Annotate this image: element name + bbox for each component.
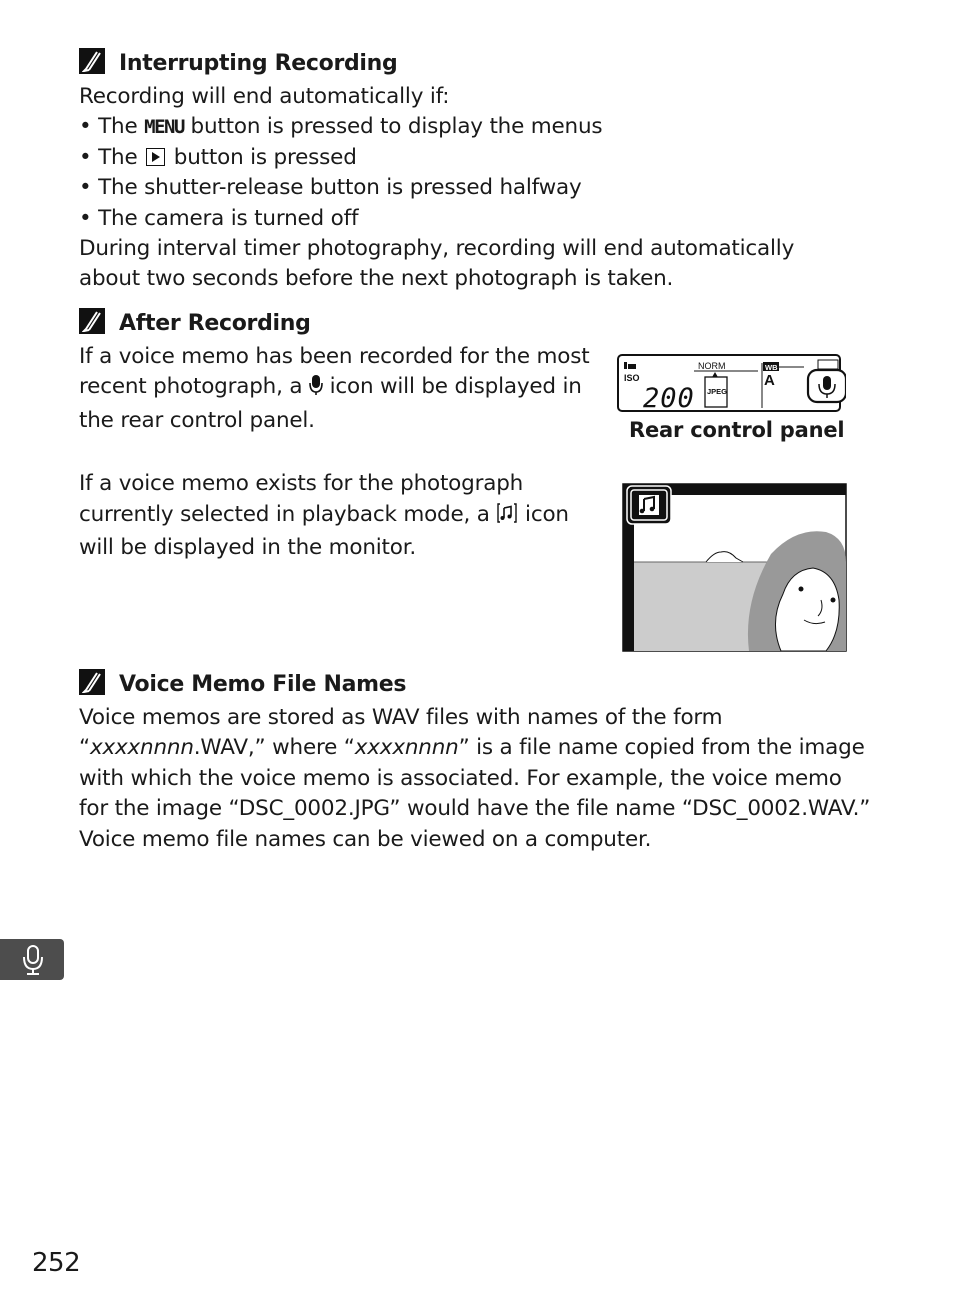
monitor-illustration bbox=[621, 482, 848, 653]
text-span: .WAV,” where “ bbox=[193, 735, 355, 761]
iso-value: 200 bbox=[643, 383, 695, 414]
paragraph bbox=[79, 469, 589, 563]
italic-text: xxxxnnnn bbox=[354, 735, 459, 761]
text-span: recent photograph, a bbox=[79, 374, 309, 400]
text-span: button is pressed to display the menus bbox=[183, 114, 603, 140]
wb-label: WB bbox=[765, 363, 778, 372]
text-line: for the image “DSC_0002.JPG” would have the file name “DSC_0002.WAV.” bbox=[79, 796, 871, 822]
text-line: Recording will end automatically if: bbox=[79, 84, 450, 109]
text-span: icon bbox=[518, 501, 569, 527]
microphone-icon bbox=[22, 944, 44, 976]
section-header bbox=[79, 308, 589, 342]
note-pencil-icon bbox=[79, 308, 105, 334]
figure-caption: Rear control panel bbox=[629, 418, 845, 442]
section-header bbox=[79, 48, 794, 82]
quality-label: NORM bbox=[698, 361, 726, 371]
section-after-recording bbox=[79, 308, 589, 563]
text-line: Voice memo file names can be viewed on a computer. bbox=[79, 826, 652, 852]
text-span: • The bbox=[79, 144, 145, 170]
section-body bbox=[79, 82, 794, 295]
menu-button-icon: MENU bbox=[144, 116, 184, 139]
text-line: If a voice memo has been recorded for the most bbox=[79, 344, 590, 369]
chapter-tab bbox=[0, 939, 64, 980]
text-span: • The bbox=[79, 114, 145, 140]
note-pencil-icon bbox=[79, 669, 105, 695]
section-title: Interrupting Recording bbox=[119, 51, 398, 76]
text-line bbox=[79, 733, 870, 763]
section-body bbox=[79, 703, 870, 855]
text-line: During interval timer photography, recording will end automatically bbox=[79, 236, 795, 262]
text-line bbox=[79, 372, 589, 405]
section-title: Voice Memo File Names bbox=[119, 672, 407, 697]
voice-memo-icon bbox=[496, 502, 518, 533]
format-label: JPEG bbox=[707, 387, 728, 396]
section-header bbox=[79, 669, 870, 703]
text-line: about two seconds before the next photograph is taken. bbox=[79, 266, 674, 292]
playback-button-icon bbox=[146, 148, 165, 166]
text-line: • The shutter-release button is pressed halfway bbox=[79, 175, 582, 201]
microphone-icon bbox=[309, 374, 323, 405]
voice-memo-icon bbox=[639, 495, 659, 515]
text-line bbox=[79, 143, 794, 173]
italic-text: xxxxnnnn bbox=[89, 735, 194, 761]
text-span: currently selected in playback mode, a bbox=[79, 501, 497, 527]
text-span: button is pressed bbox=[167, 144, 357, 170]
iso-label: ISO bbox=[624, 373, 640, 383]
text-line: the rear control panel. bbox=[79, 407, 315, 433]
text-line bbox=[79, 112, 794, 142]
section-interrupting-recording bbox=[79, 48, 794, 295]
section-voice-memo-file-names bbox=[79, 669, 870, 855]
text-span: ” is a file name copied from the image bbox=[458, 735, 865, 761]
text-line bbox=[79, 500, 589, 533]
note-pencil-icon bbox=[79, 48, 105, 74]
text-line: with which the voice memo is associated. For example, the voice memo bbox=[79, 765, 842, 791]
text-span: icon will be displayed in bbox=[322, 374, 582, 400]
text-line: will be displayed in the monitor. bbox=[79, 535, 417, 561]
section-title: After Recording bbox=[119, 311, 311, 336]
page-number: 252 bbox=[32, 1248, 81, 1278]
text-line: • The camera is turned off bbox=[79, 205, 359, 231]
text-span: “ bbox=[79, 735, 90, 761]
text-line: Voice memos are stored as WAV files with names of the form bbox=[79, 705, 723, 730]
wb-value: A bbox=[764, 372, 775, 389]
text-line: If a voice memo exists for the photograph bbox=[79, 471, 524, 497]
rear-control-panel-illustration bbox=[616, 353, 846, 415]
paragraph bbox=[79, 342, 589, 436]
